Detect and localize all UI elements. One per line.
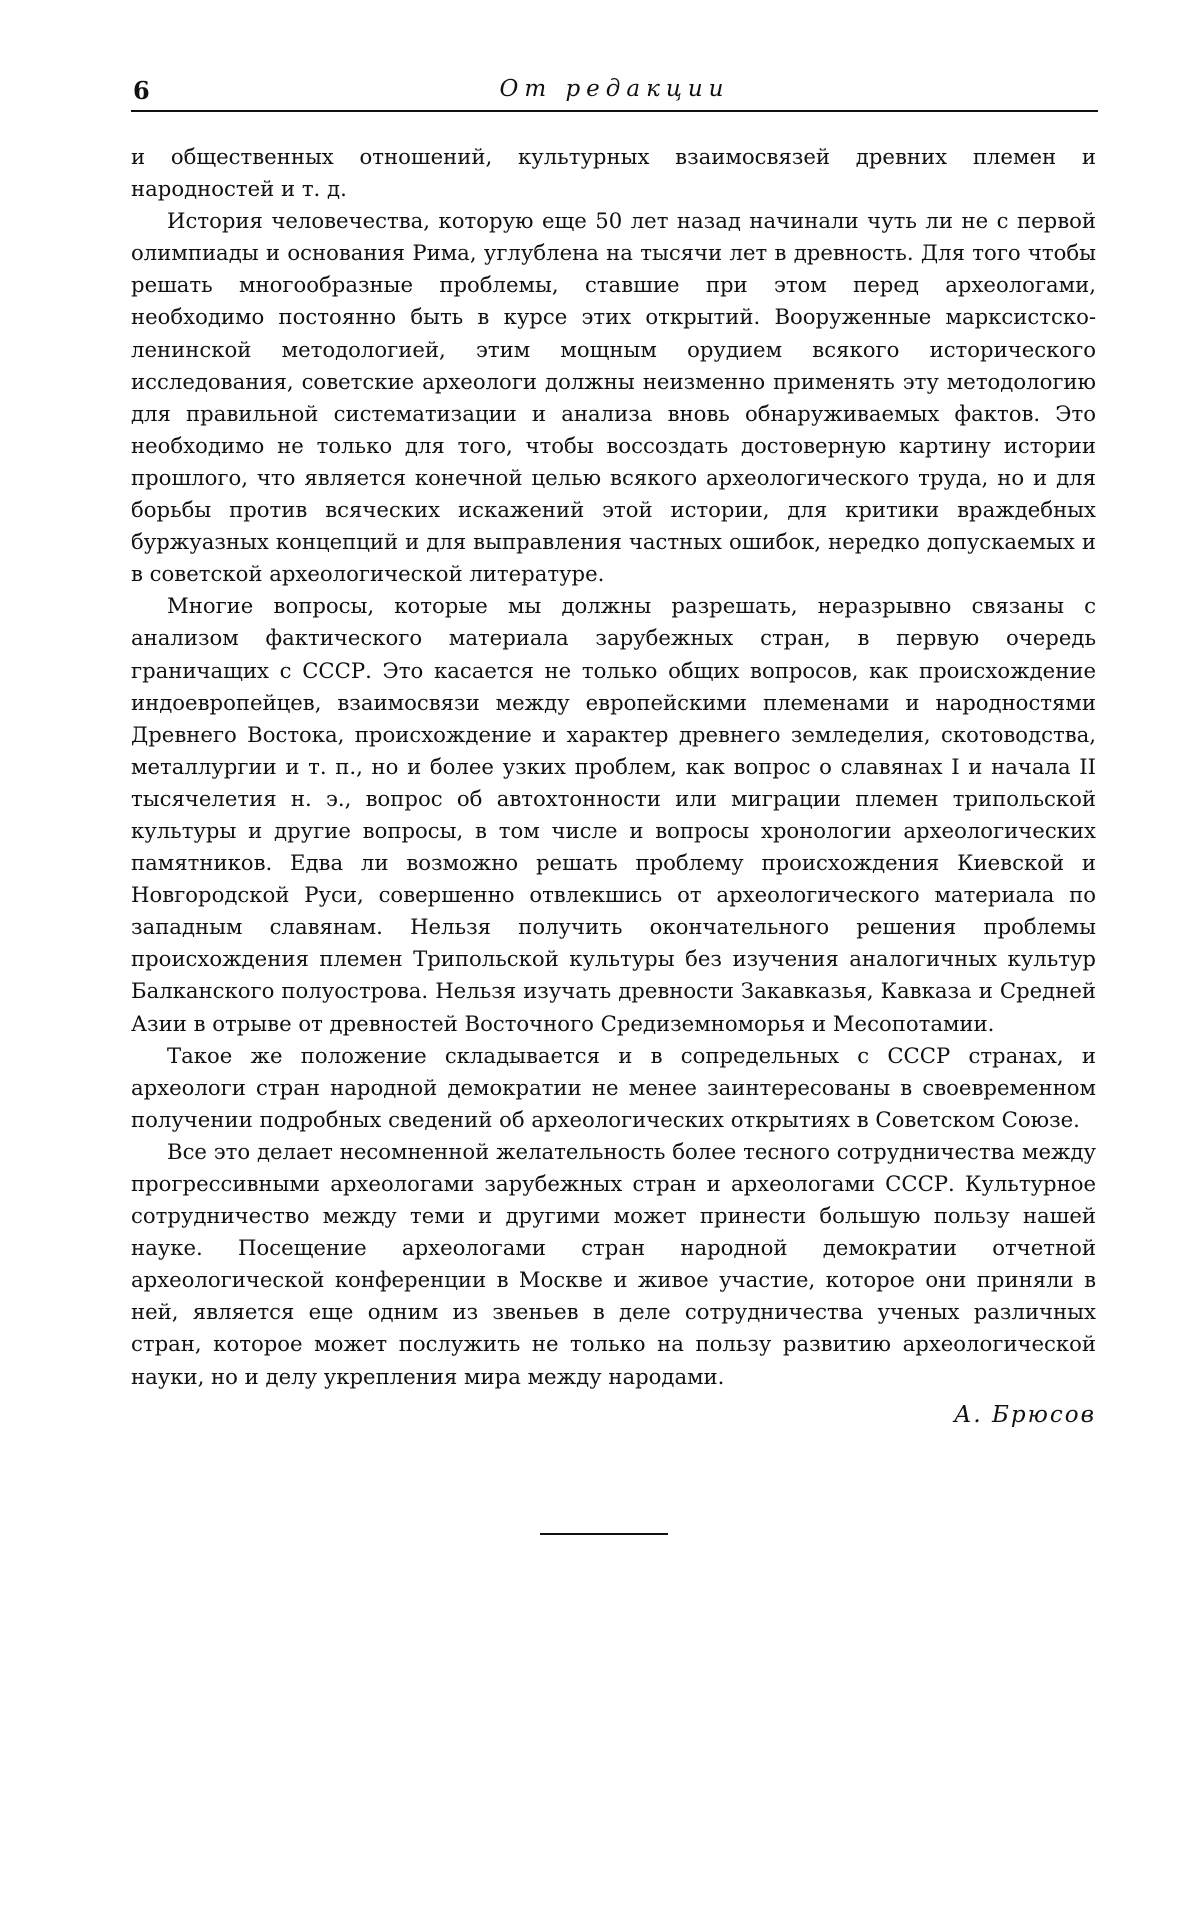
- paragraph: История человечества, которую еще 50 лет назад начинали чуть ли не с первой олимпиады и основания Рима, углублена на тысячи лет в древность. Для того чтобы решать многообразные проблемы, ставшие при этом перед археологами, необходимо постоянно быть в курсе этих открытий. Вооруженные марксистско-ленинской методологией, этим мощным орудием всякого исторического исследования, советские археологи должны неизменно применять эту методологию для правильной систематизации и анализа вновь обнаруживаемых фактов. Это необходимо не только для того, чтобы воссоздать достоверную картину истории прошлого, что является конечной целью всякого археологического труда, но и для борьбы против всяческих искажений этой истории, для критики враждебных буржуазных концепций и для выправления частных ошибок, нередко допускаемых и в советской археологической литературе.: [131, 208, 1096, 587]
- author-signature: А. Брюсов: [953, 1402, 1096, 1428]
- paragraph: Такое же положение складывается и в сопредельных с СССР странах, и археологи стран народной демократии не менее заинтересованы в своевременном получении подробных сведений об археологических открытиях в Советском Союзе.: [131, 1042, 1096, 1132]
- running-title: От редакции: [499, 76, 730, 102]
- paragraph-continuation: и общественных отношений, культурных взаимосвязей древних племен и народностей и т. д.: [131, 144, 1096, 202]
- page-number: 6: [133, 76, 150, 105]
- page-header: [131, 70, 1098, 112]
- end-rule-divider: [540, 1533, 668, 1535]
- paragraph: Все это делает несомненной желательность более тесного сотрудничества между прогрессивными археологами зарубежных стран и археологами СССР. Культурное сотрудничество между теми и другими может принести большую пользу нашей науке. Посещение археологами стран народной демократии отчетной археологической конференции в Москве и живое участие, которое они приняли в ней, является еще одним из звеньев в деле сотрудничества ученых различных стран, которое может послужить не только на пользу развитию археологической науки, но и делу укрепления мира между народами.: [131, 1138, 1096, 1389]
- paragraph: Многие вопросы, которые мы должны разрешать, неразрывно связаны с анализом фактического материала зарубежных стран, в первую очередь граничащих с СССР. Это касается не только общих вопросов, как происхождение индоевропейцев, взаимосвязи между европейскими племенами и народностями Древнего Востока, происхождение и характер древнего земледелия, скотоводства, металлургии и т. п., но и более узких проблем, как вопрос о славянах I и начала II тысячелетия н. э., вопрос об автохтонности или миграции племен трипольской культуры и другие вопросы, в том числе и вопросы хронологии археологических памятников. Едва ли возможно решать проблему происхождения Киевской и Новгородской Руси, совершенно отвлекшись от археологического материала по западным славянам. Нельзя получить окончательного решения проблемы происхождения племен Трипольской культуры без изучения аналогичных культур Балканского полуострова. Нельзя изучать древности Закавказья, Кавказа и Средней Азии в отрыве от древностей Восточного Средиземноморья и Месопотамии.: [131, 593, 1096, 1036]
- page-body: [131, 141, 1096, 1393]
